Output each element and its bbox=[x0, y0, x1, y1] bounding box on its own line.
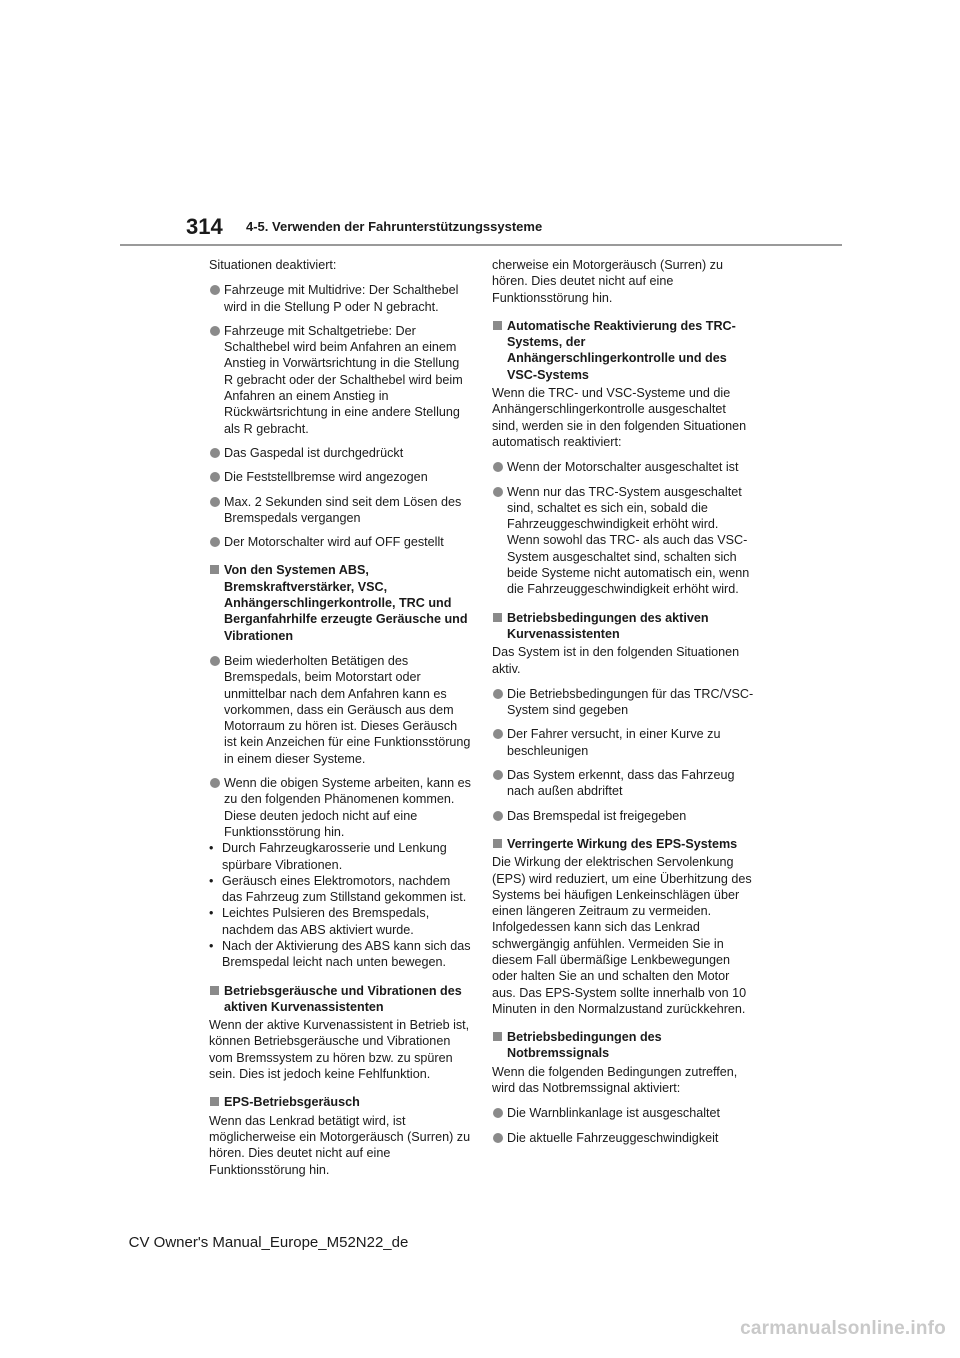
page-number: 314 bbox=[186, 214, 223, 239]
section-title: 4-5. Verwenden der Fahrunterstützungssysteme bbox=[246, 219, 543, 234]
reactivation-text: Wenn die TRC- und VSC-Systeme und die Anhängerschlingerkontrolle ausgeschaltet sind, werden sie in den folgenden Situationen automatisch reaktiviert: bbox=[492, 386, 747, 449]
heading-square-icon bbox=[210, 1097, 219, 1106]
bullet-dot-icon bbox=[493, 487, 503, 497]
bullet-dot-icon bbox=[210, 472, 220, 482]
watermark: carmanualsonline.info bbox=[740, 1318, 946, 1339]
bullet-dot-icon bbox=[210, 537, 220, 547]
bullet-dot-icon bbox=[493, 462, 503, 472]
conditions-text: Das System ist in den folgenden Situationen aktiv. bbox=[492, 645, 740, 676]
list-item: Fahrzeuge mit Multidrive: Der Schalthebel wird in die Stellung P oder N gebracht. bbox=[209, 282, 471, 315]
section-heading-conditions: Betriebsbedingungen des aktiven Kurvenassistenten bbox=[492, 610, 754, 643]
section-heading-noise: Von den Systemen ABS, Bremskraftverstärker, VSC, Anhängerschlingerkontrolle, TRC und Berganfahrhilfe erzeugte Geräusche und Vibrationen bbox=[209, 562, 471, 643]
list-item: Wenn nur das TRC-System ausgeschaltet sind, schaltet es sich ein, sobald die Fahrzeuggeschwindigkeit erhöht wird. Wenn sowohl das TRC- als auch das VSC-System ausgeschaltet sind, schalten sich beide Systeme nicht automatisch ein, wenn die Fahrzeuggeschwindigkeit erhöht wird. bbox=[492, 484, 754, 598]
bullet-dot-icon bbox=[493, 811, 503, 821]
footer-manual-name: CV Owner's Manual_Europe_M52N22_de bbox=[128, 1234, 409, 1251]
left-column bbox=[209, 257, 471, 1177]
list-item: Wenn der Motorschalter ausgeschaltet ist bbox=[492, 459, 754, 475]
bullet-dot-icon bbox=[493, 1133, 503, 1143]
sub-list-item: • Nach der Aktivierung des ABS kann sich das Bremspedal leicht nach unten bewegen. bbox=[209, 938, 471, 970]
list-item: Max. 2 Sekunden sind seit dem Lösen des Bremspedals vergangen bbox=[209, 494, 471, 527]
list-item: Die Betriebsbedingungen für das TRC/VSC-System sind gegeben bbox=[492, 686, 754, 719]
list-item: Der Fahrer versucht, in einer Kurve zu beschleunigen bbox=[492, 726, 754, 759]
section-heading-reactivation: Automatische Reaktivierung des TRC-Systems, der Anhängerschlingerkontrolle und des VSC-Systems bbox=[492, 318, 754, 383]
bullet-dot-icon bbox=[493, 689, 503, 699]
heading-square-icon bbox=[493, 321, 502, 330]
heading-square-icon bbox=[210, 565, 219, 574]
heading-square-icon bbox=[210, 986, 219, 995]
list-item: Der Motorschalter wird auf OFF gestellt bbox=[209, 534, 471, 550]
right-column bbox=[492, 257, 754, 1154]
list-item: Das Bremspedal ist freigegeben bbox=[492, 808, 754, 824]
bullet-dot-icon bbox=[210, 326, 220, 336]
list-item: Beim wiederholten Betätigen des Bremspedals, beim Motorstart oder unmittelbar nach dem Anfahren kann es vorkommen, dass ein Geräusch aus dem Motorraum zu hören ist. Dieses Geräusch ist kein Anzeichen für eine Funktionsstörung in einem dieser Systeme. bbox=[209, 653, 471, 767]
section-heading-eps-noise: EPS-Betriebsgeräusch bbox=[209, 1094, 471, 1110]
sub-list-item: • Durch Fahrzeugkarosserie und Lenkung spürbare Vibrationen. bbox=[209, 841, 447, 872]
eps-text: Die Wirkung der elektrischen Servolenkung (EPS) wird reduziert, um eine Überhitzung des Systems bei häufigen Lenkeinschlägen über einen längeren Zeitraum zu vermeiden. Infolgedessen kann sich das Lenkrad schwergängig anfühlen. Vermeiden Sie in diesem Fall übermäßige Lenkbewegungen oder halten Sie an und schalten den Motor aus. Das EPS-System sollte innerhalb von 10 Minuten in den Normalzustand zurückkehren. bbox=[492, 855, 752, 1016]
section-heading-curve-noise: Betriebsgeräusche und Vibrationen des aktiven Kurvenassistenten bbox=[209, 983, 471, 1016]
list-item: Die aktuelle Fahrzeuggeschwindigkeit bbox=[492, 1130, 754, 1146]
list-item: Das Gaspedal ist durchgedrückt bbox=[209, 445, 471, 461]
list-item: Wenn die obigen Systeme arbeiten, kann es zu den folgenden Phänomenen kommen. Diese deuten jedoch nicht auf eine Funktionsstörung hin. bbox=[209, 775, 471, 840]
sub-list-item: • Geräusch eines Elektromotors, nachdem das Fahrzeug zum Stillstand gekommen ist. bbox=[209, 873, 467, 905]
bullet-dot-icon bbox=[210, 448, 220, 458]
bullet-dot-icon bbox=[493, 770, 503, 780]
section-heading-eps: Verringerte Wirkung des EPS-Systems bbox=[492, 836, 754, 852]
heading-square-icon bbox=[493, 1032, 502, 1041]
bullet-dot-icon bbox=[493, 1108, 503, 1118]
eps-noise-text-continued: cherweise ein Motorgeräusch (Surren) zu hören. Dies deutet nicht auf eine Funktionsstörung hin. bbox=[492, 258, 723, 305]
bullet-dot-icon bbox=[210, 656, 220, 666]
curve-noise-text: Wenn der aktive Kurvenassistent in Betrieb ist, können Betriebsgeräusche und Vibrationen vom Bremssystem zu hören bzw. zu spüren sein. Dies ist jedoch keine Fehlfunktion. bbox=[209, 1018, 470, 1082]
sub-list bbox=[209, 840, 471, 970]
list-item: Das System erkennt, dass das Fahrzeug nach außen abdriftet bbox=[492, 767, 754, 800]
list-item: Die Feststellbremse wird angezogen bbox=[209, 469, 471, 485]
bullet-dot-icon bbox=[210, 778, 220, 788]
eps-noise-text: Wenn das Lenkrad betätigt wird, ist möglicherweise ein Motorgeräusch (Surren) zu hören. Dies deutet nicht auf eine Funktionsstörung hin. bbox=[209, 1113, 471, 1177]
sub-list-item: • Leichtes Pulsieren des Bremspedals, nachdem das ABS aktiviert wurde. bbox=[209, 906, 430, 937]
list-item: Fahrzeuge mit Schaltgetriebe: Der Schalthebel wird beim Anfahren an einem Anstieg in Vorwärtsrichtung in die Stellung R gebracht oder der Schalthebel wird beim Anfahren an einem Anstieg in Rückwärtsrichtung in eine andere Stellung als R gebracht. bbox=[209, 323, 471, 437]
heading-square-icon bbox=[493, 839, 502, 848]
list-item: Die Warnblinkanlage ist ausgeschaltet bbox=[492, 1105, 754, 1121]
header-divider bbox=[120, 244, 842, 246]
bullet-dot-icon bbox=[493, 729, 503, 739]
bullet-dot-icon bbox=[210, 497, 220, 507]
heading-square-icon bbox=[493, 613, 502, 622]
bullet-dot-icon bbox=[210, 285, 220, 295]
intro-text: Situationen deaktiviert: bbox=[209, 258, 337, 272]
section-heading-emergency: Betriebsbedingungen des Notbremssignals bbox=[492, 1029, 754, 1062]
emergency-text: Wenn die folgenden Bedingungen zutreffen, wird das Notbremssignal aktiviert: bbox=[492, 1064, 738, 1096]
